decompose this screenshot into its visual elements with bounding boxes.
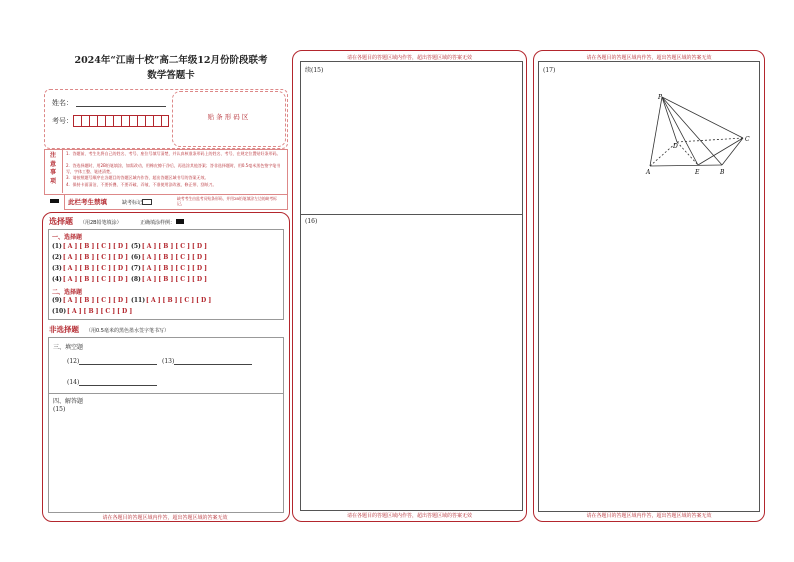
choice-option-bubble[interactable]: [ C ]: [96, 276, 111, 283]
q17-label: (17): [543, 67, 556, 74]
choice-option-bubble[interactable]: [ A ]: [141, 276, 157, 283]
answer-title: 四、解答题: [53, 398, 84, 405]
section1-title: 一、选择题: [52, 234, 83, 241]
choice-option-bubble[interactable]: [ C ]: [96, 297, 111, 304]
choice-option-bubble[interactable]: [ A ]: [62, 265, 78, 272]
label-B: B: [720, 169, 725, 176]
barcode-label: 贴 条 形 码 区: [207, 113, 249, 121]
warning-right-bottom: 请在各题目的答题区域内作答，超出答题区域的答案无效: [586, 513, 712, 519]
q12-line[interactable]: [67, 358, 157, 365]
exam-no-boxes[interactable]: [73, 115, 169, 127]
absent-mark-box[interactable]: [142, 199, 152, 205]
choice-option-bubble[interactable]: [ A ]: [67, 308, 82, 315]
notice-line-1: 1．答题前，考生先将自己的姓名、考号、座位号填写清楚，并认真核准条形码上的姓名、考号，在规定位置贴好条形码。: [66, 151, 281, 156]
section2-title: 二、选择题: [52, 289, 83, 296]
choice-question-row: [52, 254, 130, 261]
q13-label: (13): [162, 358, 175, 365]
warning-middle-top: 请在各题目的答题区域内作答，超出答题区域的答案无效: [346, 55, 472, 61]
question-number: (8): [131, 276, 141, 283]
choice-option-bubble[interactable]: [ B ]: [158, 276, 174, 283]
label-D: D: [673, 143, 678, 150]
choice-option-bubble[interactable]: [ A ]: [62, 254, 78, 261]
exam-title: 2024年“江南十校”高二年级12月份阶段联考: [74, 55, 268, 66]
choice-question-row: [131, 265, 209, 272]
q14-line[interactable]: [67, 379, 157, 386]
choice-option-bubble[interactable]: [ B ]: [158, 254, 174, 261]
name-label: 姓名：: [52, 99, 73, 107]
fill-title: 三、填空题: [53, 344, 84, 351]
choice-option-bubble[interactable]: [ C ]: [96, 243, 111, 250]
choice-option-bubble[interactable]: [ D ]: [112, 254, 129, 261]
notice-line-2: 2．答选择题时，用2B铅笔填涂，如需改动，用橡皮擦干净后，再选涂其他答案；答非选择题时，用0.5毫米黑色签字笔书写，字体工整、笔迹清楚。: [66, 163, 281, 174]
q12-label: (12): [67, 358, 80, 365]
choice-option-bubble[interactable]: [ C ]: [175, 276, 190, 283]
notice-divider: [62, 149, 63, 193]
absent-black-mark: [50, 199, 59, 203]
notice-line-4: 4．保持卡面清洁，不要折叠、不要弄破、弄皱，不准使用涂改液、修正带、刮纸刀。: [66, 182, 217, 187]
choice-option-bubble[interactable]: [ D ]: [117, 308, 133, 315]
choice-option-bubble[interactable]: [ A ]: [62, 243, 78, 250]
choice-option-bubble[interactable]: [ B ]: [158, 243, 174, 250]
label-P: P: [658, 94, 663, 101]
question-number: (9): [52, 297, 62, 304]
question-number: (5): [131, 243, 141, 250]
q13-line[interactable]: [162, 358, 252, 365]
choice-option-bubble[interactable]: [ A ]: [62, 276, 78, 283]
choice-question-row: [52, 243, 130, 250]
question-number: (4): [52, 276, 62, 283]
choice-option-bubble[interactable]: [ B ]: [79, 276, 95, 283]
warning-left: 请在各题目的答题区域内作答，超出答题区域的答案无效: [102, 515, 228, 521]
choice-option-bubble[interactable]: [ C ]: [96, 254, 111, 261]
label-A: A: [646, 169, 651, 176]
nonchoice-note: （用0.5毫米的黑色墨水签字笔书写）: [86, 328, 169, 334]
choice-option-bubble[interactable]: [ C ]: [175, 243, 190, 250]
choice-question-row: [52, 265, 130, 272]
card-subtitle: 数学答题卡: [147, 70, 195, 81]
q16-label: (16): [305, 218, 318, 225]
label-E: E: [695, 169, 700, 176]
label-C: C: [745, 136, 750, 143]
choice-question-row: [131, 297, 213, 304]
question-number: (1): [52, 243, 62, 250]
choice-question-row: [52, 297, 130, 304]
absent-label: 此栏考生禁填: [68, 198, 107, 206]
question-number: (11): [131, 297, 146, 304]
question-number: (10): [52, 308, 67, 315]
choice-option-bubble[interactable]: [ D ]: [191, 276, 208, 283]
choice-question-row: [131, 254, 209, 261]
absent-note: 缺考考生由监考员贴条形码，并用2B铅笔填涂左边的缺考标记。: [177, 196, 277, 206]
choice-option-bubble[interactable]: [ D ]: [112, 243, 129, 250]
sample-label: 正确填涂样例：: [140, 220, 176, 226]
choice-question-row: [131, 243, 209, 250]
choice-option-bubble[interactable]: [ C ]: [175, 265, 190, 272]
question-number: (6): [131, 254, 141, 261]
choice-option-bubble[interactable]: [ A ]: [141, 254, 157, 261]
choice-option-bubble[interactable]: [ C ]: [96, 265, 111, 272]
notice-label: 注意事项: [50, 152, 57, 185]
choice-option-bubble[interactable]: [ B ]: [83, 308, 99, 315]
choice-option-bubble[interactable]: [ C ]: [100, 308, 116, 315]
q15-continue-box[interactable]: [300, 61, 523, 215]
q15-continue-label: 续(15): [305, 67, 324, 74]
name-field[interactable]: [76, 106, 166, 107]
choice-option-bubble[interactable]: [ A ]: [141, 265, 157, 272]
sample-mark: [176, 219, 184, 224]
warning-right-top: 请在各题目的答题区域内作答，超出答题区域的答案无效: [586, 55, 712, 61]
choice-title: 选择题: [49, 216, 73, 226]
choice-option-bubble[interactable]: [ C ]: [175, 254, 190, 261]
choice-option-bubble[interactable]: [ D ]: [191, 243, 208, 250]
nonchoice-title: 非选择题: [49, 325, 79, 334]
q16-box[interactable]: [300, 213, 523, 511]
exam-no-label: 考号：: [52, 117, 73, 125]
choice-option-bubble[interactable]: [ B ]: [79, 254, 95, 261]
choice-note: （用2B铅笔填涂）: [80, 220, 122, 226]
choice-option-bubble[interactable]: [ B ]: [162, 297, 178, 304]
choice-question-row: [52, 308, 134, 315]
choice-question-row: [131, 276, 209, 283]
choice-question-row: [52, 276, 130, 283]
choice-option-bubble[interactable]: [ D ]: [196, 297, 212, 304]
choice-option-bubble[interactable]: [ D ]: [112, 297, 129, 304]
warning-middle-bottom: 请在各题目的答题区域内作答，超出答题区域的答案无效: [346, 513, 472, 519]
answer-box[interactable]: [48, 392, 284, 513]
question-number: (7): [131, 265, 141, 272]
q15-label: (15): [53, 406, 66, 413]
choice-option-bubble[interactable]: [ A ]: [62, 297, 78, 304]
q14-label: (14): [67, 379, 80, 386]
absent-mark-label: 缺考标记: [122, 200, 143, 206]
choice-option-bubble[interactable]: [ D ]: [112, 276, 129, 283]
notice-line-3: 3．请按照题号顺序在各题目的答题区域内作答，超出答题区域书写的答案无效。: [66, 175, 209, 180]
choice-option-bubble[interactable]: [ D ]: [112, 265, 129, 272]
choice-option-bubble[interactable]: [ A ]: [141, 243, 157, 250]
question-number: (3): [52, 265, 62, 272]
choice-option-bubble[interactable]: [ B ]: [79, 243, 95, 250]
question-number: (2): [52, 254, 62, 261]
choice-option-bubble[interactable]: [ D ]: [191, 265, 208, 272]
choice-option-bubble[interactable]: [ D ]: [191, 254, 208, 261]
pyramid-figure: [640, 90, 758, 180]
choice-option-bubble[interactable]: [ A ]: [146, 297, 161, 304]
choice-option-bubble[interactable]: [ B ]: [158, 265, 174, 272]
choice-option-bubble[interactable]: [ B ]: [79, 297, 95, 304]
choice-option-bubble[interactable]: [ C ]: [179, 297, 195, 304]
choice-option-bubble[interactable]: [ B ]: [79, 265, 95, 272]
